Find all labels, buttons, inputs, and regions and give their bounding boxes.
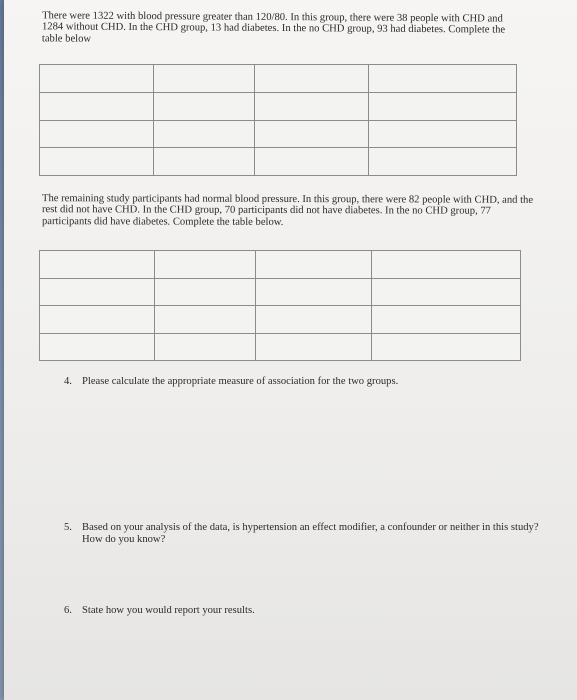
table-cell[interactable] [369, 65, 517, 93]
table-cell[interactable] [369, 92, 517, 120]
hypertension-group-paragraph: There were 1322 with blood pressure greater than 120/80. In this group, there were 38 people with CHD and 1284 without CHD. In the CHD group, 13 had diabetes. In the no CHD group, 93 had diabetes. Complete the table below [41, 10, 506, 45]
table-cell[interactable] [40, 251, 155, 279]
worksheet-page [4, 0, 577, 700]
table-cell[interactable] [254, 65, 368, 93]
table-cell[interactable] [369, 120, 517, 148]
table-row [40, 251, 521, 279]
table-cell[interactable] [40, 120, 154, 148]
table-cell[interactable] [40, 148, 154, 176]
table-cell[interactable] [40, 333, 155, 361]
table-cell[interactable] [155, 278, 256, 306]
table-cell[interactable] [256, 251, 371, 279]
normal-bp-group-paragraph: The remaining study participants had normal blood pressure. In this group, there were 82 people with CHD, and the rest did not have CHD. In the CHD group, 70 participants did not have diabetes. In the no CHD group, 77 participants did have diabetes. Complete the table below. [41, 193, 534, 228]
table-cell[interactable] [371, 333, 520, 361]
table-cell[interactable] [256, 306, 371, 334]
table-cell[interactable] [256, 333, 371, 361]
question-number: 6. [64, 605, 72, 616]
table-row [40, 148, 517, 176]
table-cell[interactable] [154, 148, 254, 176]
question-text: State how you would report your results. [82, 605, 255, 616]
table-cell[interactable] [154, 65, 254, 93]
question-number: 5. [64, 522, 72, 533]
table-cell[interactable] [40, 306, 155, 334]
table-row [40, 92, 517, 120]
question-number: 4. [64, 376, 72, 387]
table-cell[interactable] [40, 92, 154, 120]
table-cell[interactable] [40, 278, 155, 306]
table-row [40, 65, 517, 93]
table-cell[interactable] [254, 148, 368, 176]
question-text: Based on your analysis of the data, is hypertension an effect modifier, a confounder or neither in this study? How do you know? [82, 522, 539, 545]
table-cell[interactable] [371, 306, 520, 334]
table-cell[interactable] [369, 148, 517, 176]
table-cell[interactable] [371, 251, 520, 279]
table-cell[interactable] [155, 333, 256, 361]
table-row [40, 306, 521, 334]
table-cell[interactable] [254, 92, 368, 120]
table-row [40, 333, 521, 361]
normal-bp-table [39, 250, 521, 361]
hypertension-table [39, 64, 517, 176]
table-cell[interactable] [155, 306, 256, 334]
table-cell[interactable] [371, 278, 520, 306]
table-row [40, 120, 517, 148]
table-cell[interactable] [256, 278, 371, 306]
question-text: Please calculate the appropriate measure of association for the two groups. [82, 376, 399, 387]
table-cell[interactable] [154, 92, 254, 120]
table-cell[interactable] [154, 120, 254, 148]
table-cell[interactable] [40, 65, 154, 93]
table-cell[interactable] [254, 120, 368, 148]
table-cell[interactable] [155, 251, 256, 279]
table-row [40, 278, 521, 306]
